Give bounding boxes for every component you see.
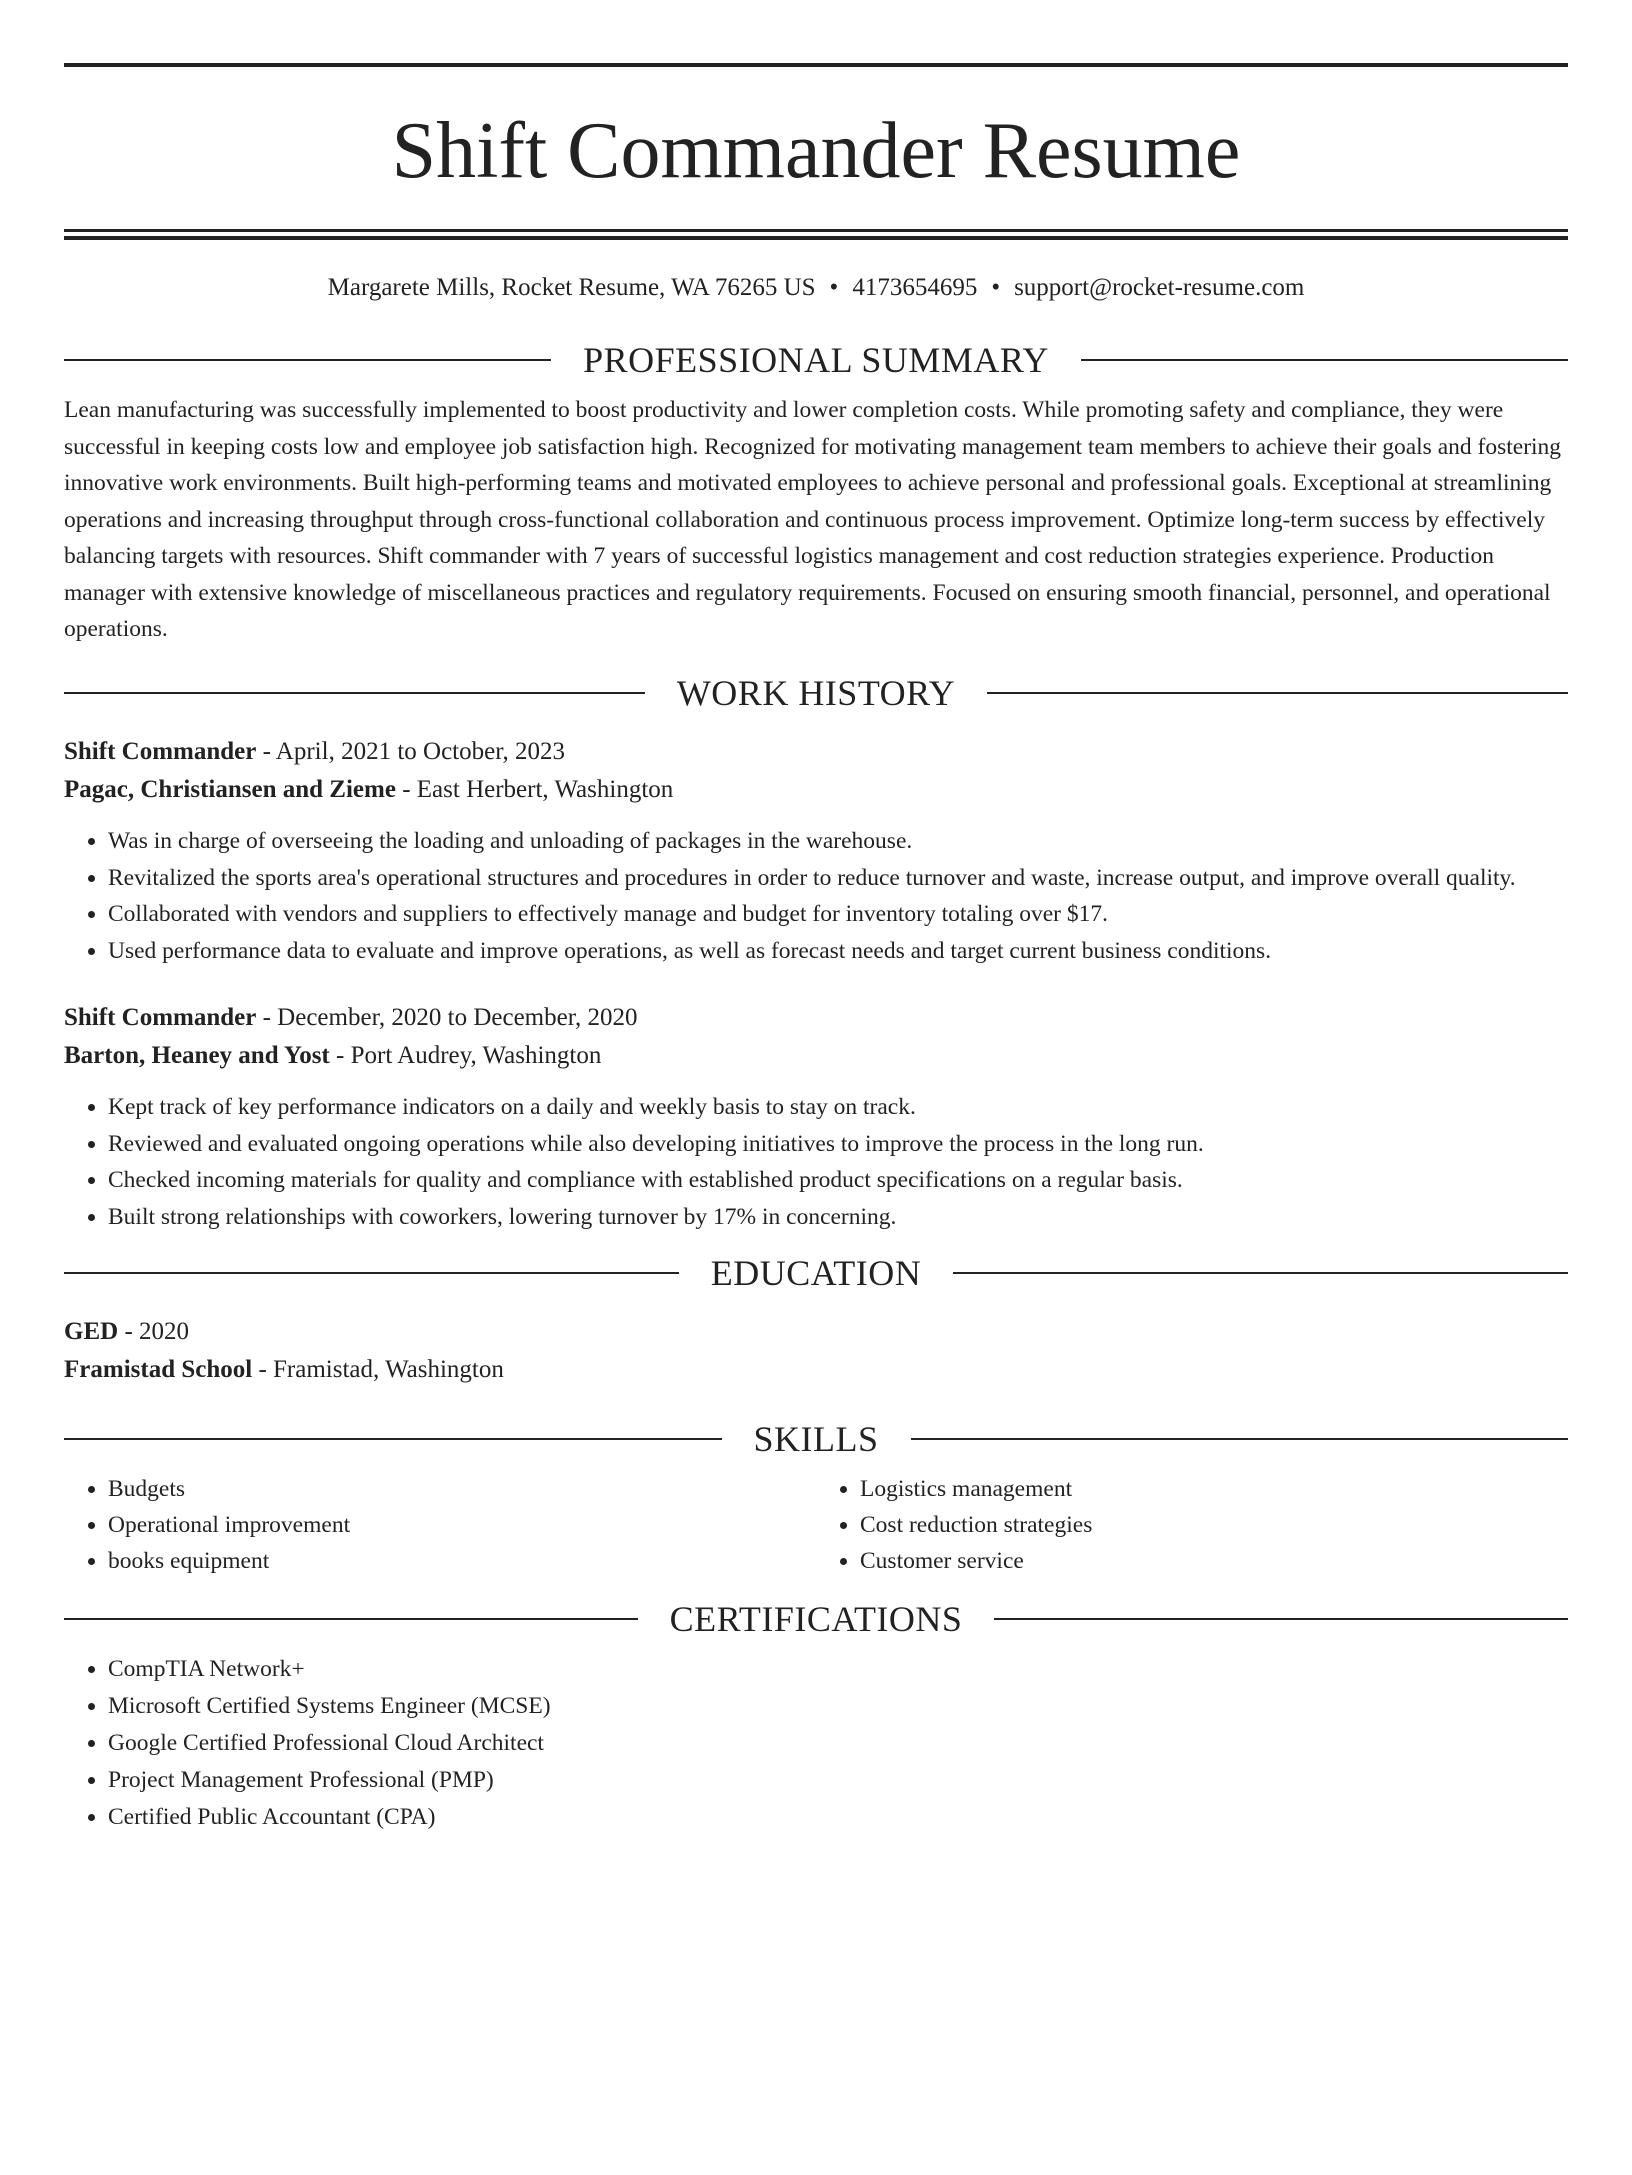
- skills-column-left: [64, 1471, 816, 1579]
- education-location: - Framistad, Washington: [252, 1356, 504, 1383]
- heading-rule-left: [64, 1438, 722, 1440]
- education-degree: GED: [64, 1318, 119, 1345]
- job-location: - East Herbert, Washington: [395, 776, 674, 803]
- certification-item: • Google Certified Professional Cloud Architect: [108, 1725, 1568, 1762]
- certifications-items: [64, 1651, 1568, 1836]
- section-title: EDUCATION: [710, 1253, 922, 1293]
- job-bullet: • Used performance data to evaluate and improve operations, as well as forecast needs and target current business conditions.: [108, 933, 1568, 970]
- skill-item: • Customer service: [860, 1543, 1568, 1579]
- job-company: Barton, Heaney and Yost: [64, 1042, 330, 1069]
- heading-rule-right: [1081, 359, 1568, 361]
- skill-item: • Operational improvement: [108, 1507, 816, 1543]
- contact-phone: 4173654695: [852, 274, 978, 301]
- title-double-rule: [64, 229, 1568, 240]
- job-list: [64, 733, 1568, 1235]
- education-degree-line: [64, 1313, 1568, 1351]
- skill-item: • Logistics management: [860, 1471, 1568, 1507]
- contact-separator: •: [991, 274, 1001, 301]
- certifications-list: [64, 1651, 1568, 1836]
- skill-item: • books equipment: [108, 1543, 816, 1579]
- job-dates: - December, 2020 to December, 2020: [256, 1004, 638, 1031]
- section-title: PROFESSIONAL SUMMARY: [583, 340, 1049, 380]
- certification-item: • CompTIA Network+: [108, 1651, 1568, 1688]
- job-company-line: [64, 771, 1568, 809]
- heading-rule-right: [994, 1618, 1568, 1620]
- certification-item: • Project Management Professional (PMP): [108, 1762, 1568, 1799]
- section-heading-certifications: [64, 1597, 1568, 1641]
- education-school: Framistad School: [64, 1356, 253, 1383]
- skill-item: • Cost reduction strategies: [860, 1507, 1568, 1543]
- job-title-line: [64, 999, 1568, 1037]
- job-company-line: [64, 1037, 1568, 1075]
- section-title: CERTIFICATIONS: [669, 1599, 963, 1639]
- job-bullet: • Was in charge of overseeing the loading and unloading of packages in the warehouse.: [108, 823, 1568, 860]
- heading-rule-right: [911, 1438, 1569, 1440]
- education-year: - 2020: [118, 1318, 190, 1345]
- heading-rule-right: [953, 1272, 1568, 1274]
- job-location: - Port Audrey, Washington: [329, 1042, 602, 1069]
- certification-item: • Microsoft Certified Systems Engineer (MCSE): [108, 1688, 1568, 1725]
- heading-rule-left: [64, 1618, 638, 1620]
- skill-item: • Budgets: [108, 1471, 816, 1507]
- job-bullets: [64, 1089, 1568, 1235]
- section-heading-education: [64, 1251, 1568, 1295]
- heading-rule-left: [64, 692, 645, 694]
- heading-rule-right: [987, 692, 1568, 694]
- job-bullets: [64, 823, 1568, 969]
- job-bullet: • Built strong relationships with coworkers, lowering turnover by 17% in concerning.: [108, 1199, 1568, 1236]
- job-company: Pagac, Christiansen and Zieme: [64, 776, 396, 803]
- section-heading-work-history: [64, 671, 1568, 715]
- job-dates: - April, 2021 to October, 2023: [256, 738, 566, 765]
- job-entry: [64, 733, 1568, 969]
- top-rule: [64, 63, 1568, 67]
- section-heading-skills: [64, 1417, 1568, 1461]
- job-bullet: • Kept track of key performance indicators on a daily and weekly basis to stay on track.: [108, 1089, 1568, 1126]
- job-bullet: • Collaborated with vendors and suppliers to effectively manage and budget for inventory totaling over $17.: [108, 896, 1568, 933]
- contact-line: [64, 272, 1568, 304]
- heading-rule-left: [64, 359, 551, 361]
- section-heading-summary: [64, 338, 1568, 382]
- job-title-line: [64, 733, 1568, 771]
- summary-text: Lean manufacturing was successfully implemented to boost productivity and lower completion costs. While promoting safety and compliance, they were successful in keeping costs low and employee job satisfaction high. Recognized for motivating management team members to achieve their goals and fostering innovative work environments. Built high-performing teams and motivated employees to achieve personal and professional goals. Exceptional at streamlining operations and increasing throughput through cross-functional collaboration and continuous process improvement. Optimize long-term success by effectively balancing targets with resources. Shift commander with 7 years of successful logistics management and cost reduction strategies experience. Production manager with extensive knowledge of miscellaneous practices and regulatory requirements. Focused on ensuring smooth financial, personnel, and operational operations.: [64, 397, 1562, 642]
- job-entry: [64, 999, 1568, 1235]
- resume-page: [0, 63, 1632, 2175]
- skills-list: [64, 1471, 1568, 1579]
- job-title: Shift Commander: [64, 1004, 257, 1031]
- heading-rule-left: [64, 1272, 679, 1274]
- job-bullet: • Revitalized the sports area's operational structures and procedures in order to reduce turnover and waste, increase output, and improve overall quality.: [108, 860, 1568, 897]
- education-school-line: [64, 1351, 1568, 1389]
- resume-title: Shift Commander Resume: [391, 107, 1241, 195]
- contact-separator: •: [829, 274, 839, 301]
- contact-address: Margarete Mills, Rocket Resume, WA 76265 US: [327, 274, 816, 301]
- certification-item: • Certified Public Accountant (CPA): [108, 1799, 1568, 1836]
- section-title: WORK HISTORY: [676, 673, 956, 713]
- job-bullet: • Reviewed and evaluated ongoing operations while also developing initiatives to improve the process in the long run.: [108, 1126, 1568, 1163]
- job-title: Shift Commander: [64, 738, 257, 765]
- contact-email: support@rocket-resume.com: [1014, 274, 1305, 301]
- job-bullet: • Checked incoming materials for quality and compliance with established product specifications on a regular basis.: [108, 1162, 1568, 1199]
- education-entry: [64, 1313, 1568, 1389]
- skills-column-right: [816, 1471, 1568, 1579]
- section-title: SKILLS: [753, 1419, 879, 1459]
